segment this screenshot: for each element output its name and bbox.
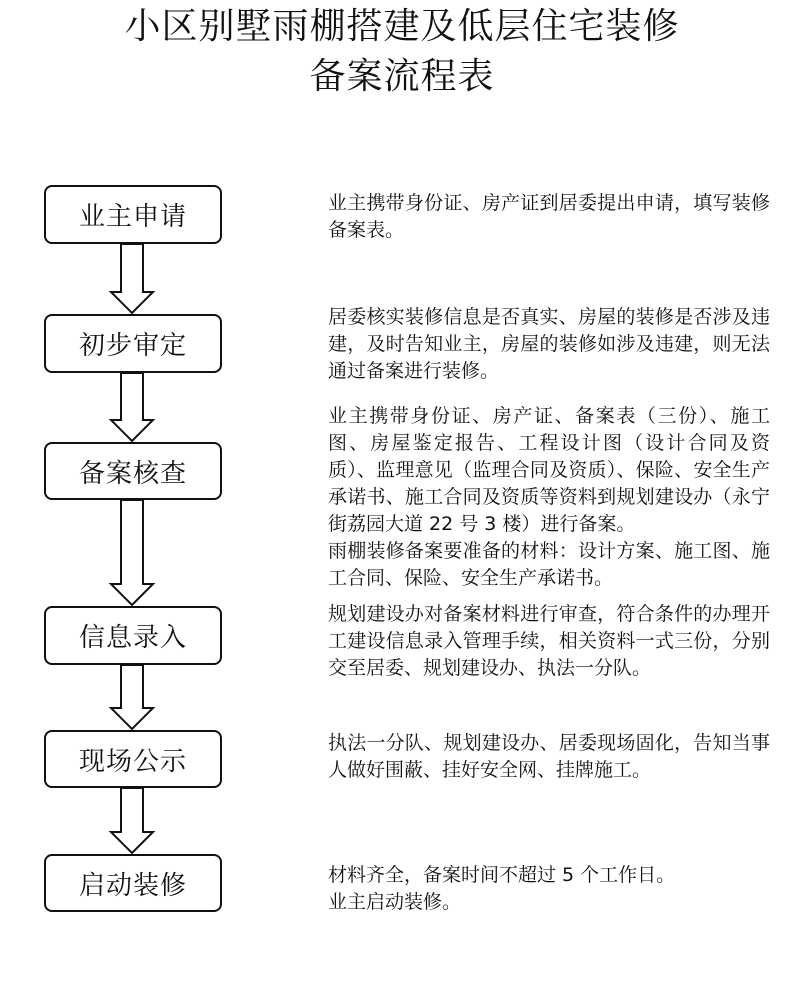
step-box-site-notice <box>44 730 222 788</box>
step-box-start-renovation <box>44 854 222 912</box>
step-label: 初步审定 <box>78 331 187 361</box>
step-desc-site-notice <box>328 730 770 784</box>
step-label: 现场公示 <box>78 746 187 777</box>
step-box-preliminary-review <box>44 314 222 373</box>
flow-arrow-4 <box>111 665 153 729</box>
step-desc-start-renovation <box>328 862 770 916</box>
desc-paragraph: 业主携带身份证、房产证到居委提出申请，填写装修备案表。 <box>328 192 770 241</box>
step-desc-info-entry <box>328 601 770 682</box>
desc-paragraph: 材料齐全，备案时间不超过 5 个工作日。 <box>328 864 676 886</box>
title-line-1: 小区别墅雨棚搭建及低层住宅装修 <box>124 6 680 47</box>
desc-paragraph: 业主携带身份证、房产证、备案表（三份）、施工图、房屋鉴定报告、工程设计图（设计合同及资质）、监理意见（监理合同及资质）、保险、安全生产承诺书、施工合同及资质等资料到规划建设办（永宁街荔园大道 22 号 3 楼）进行备案。 <box>328 405 770 535</box>
step-box-owner-application <box>44 185 222 244</box>
flow-arrow-3 <box>111 500 153 605</box>
step-desc-filing-check <box>328 403 770 592</box>
step-desc-owner-application <box>328 190 770 244</box>
desc-paragraph: 雨棚装修备案要准备的材料：设计方案、施工图、施工合同、保险、安全生产承诺书。 <box>328 540 770 589</box>
flow-arrow-5 <box>111 788 153 853</box>
desc-paragraph: 居委核实装修信息是否真实、房屋的装修是否涉及违建，及时告知业主，房屋的装修如涉及违建，则无法通过备案进行装修。 <box>328 306 770 382</box>
desc-paragraph: 执法一分队、规划建设办、居委现场固化，告知当事人做好围蔽、挂好安全网、挂牌施工。 <box>328 732 770 781</box>
step-box-info-entry <box>44 606 222 665</box>
flow-arrow-1 <box>111 244 153 313</box>
step-label: 启动装修 <box>78 870 187 901</box>
step-label: 信息录入 <box>78 623 187 653</box>
desc-paragraph: 规划建设办对备案材料进行审查，符合条件的办理开工建设信息录入管理手续，相关资料一式三份，分别交至居委、规划建设办、执法一分队。 <box>328 603 770 679</box>
step-box-filing-check <box>44 442 222 500</box>
step-label: 备案核查 <box>78 458 187 489</box>
step-label: 业主申请 <box>78 202 187 232</box>
title-line-2: 备案流程表 <box>309 56 495 97</box>
flow-arrow-2 <box>111 373 153 441</box>
step-desc-preliminary-review <box>328 304 770 385</box>
desc-paragraph: 业主启动装修。 <box>328 891 462 913</box>
